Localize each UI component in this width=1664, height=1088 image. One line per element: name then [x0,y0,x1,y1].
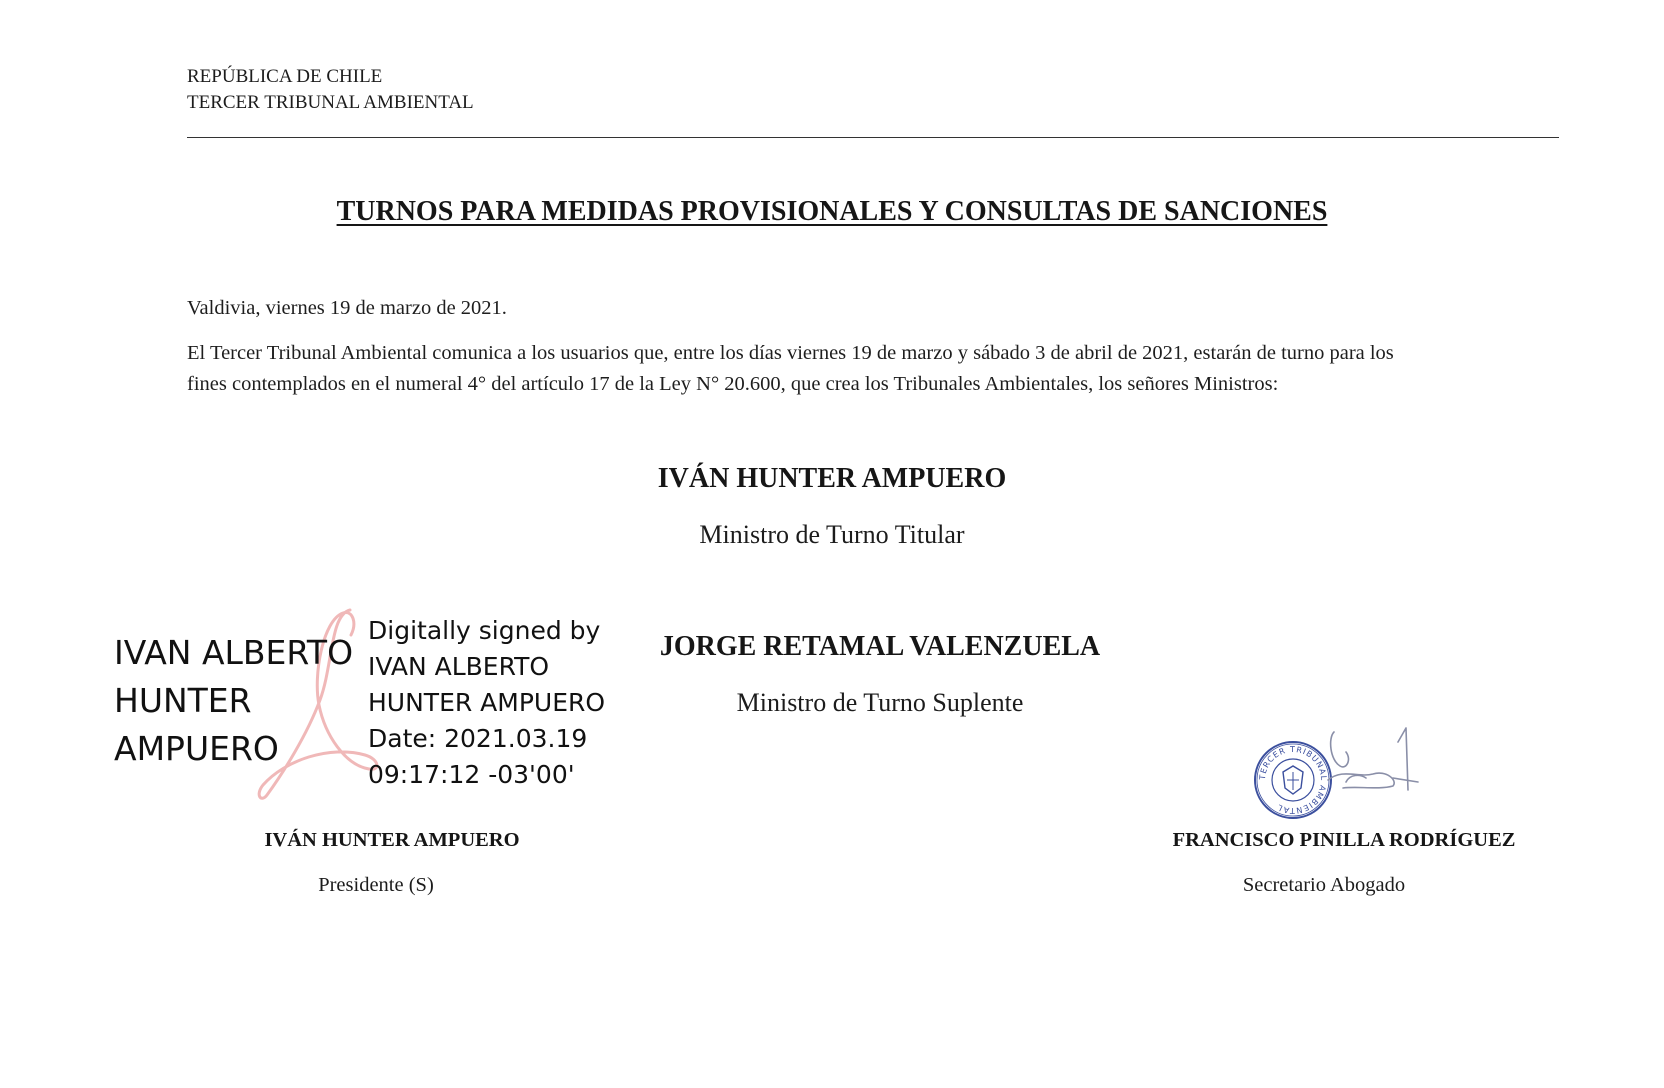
digital-signer-line-3: AMPUERO [114,729,279,768]
header-divider [187,137,1559,138]
minister-suplente-role: Ministro de Turno Suplente [736,688,1024,717]
signature-left-role: Presidente (S) [318,874,434,896]
signature-detail-line-1: Digitally signed by [368,616,601,645]
body-line-2: fines contemplados en el numeral 4° del artículo 17 de la Ley N° 20.600, que crea los Tribunales Ambientales, los señores Ministros: [187,373,1279,395]
header-country: REPÚBLICA DE CHILE [187,66,383,87]
digital-signer-line-2: HUNTER [114,681,252,720]
minister-suplente-name: JORGE RETAMAL VALENZUELA [659,631,1101,662]
digital-signature-details [368,613,605,793]
signature-right-role: Secretario Abogado [1242,874,1406,896]
digital-signer-name [114,629,353,773]
signature-right-name: FRANCISCO PINILLA RODRÍGUEZ [1172,829,1516,851]
header-court: TERCER TRIBUNAL AMBIENTAL [187,92,474,113]
minister-titular-role: Ministro de Turno Titular [699,520,965,549]
date-line: Valdivia, viernes 19 de marzo de 2021. [187,297,507,319]
seal-ring-text: TERCER TRIBUNAL AMBIENTAL [1257,744,1329,816]
body-line-1: El Tercer Tribunal Ambiental comunica a los usuarios que, entre los días viernes 19 de marzo y sábado 3 de abril de 2021, estarán de turno para los [187,342,1394,364]
signature-left-name: IVÁN HUNTER AMPUERO [264,829,520,851]
digital-signer-line-1: IVAN ALBERTO [114,633,354,672]
signature-detail-line-5: 09:17:12 -03'00' [368,760,575,789]
signature-detail-line-3: HUNTER AMPUERO [368,688,606,717]
document-title: TURNOS PARA MEDIDAS PROVISIONALES Y CONSULTAS DE SANCIONES [336,196,1328,227]
court-seal-stamp [1248,720,1438,830]
minister-titular-name: IVÁN HUNTER AMPUERO [657,463,1007,494]
signature-detail-line-2: IVAN ALBERTO [368,652,550,681]
signature-detail-line-4: Date: 2021.03.19 [368,724,588,753]
